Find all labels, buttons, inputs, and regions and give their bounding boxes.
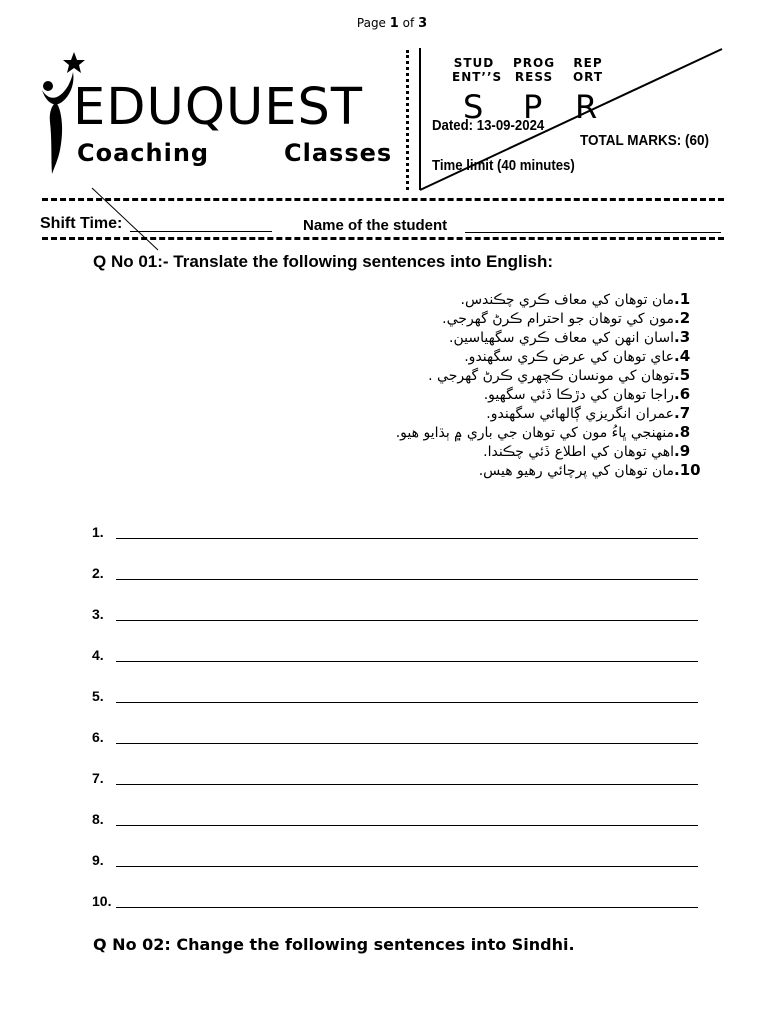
brand-name: EDUQUEST [73, 78, 364, 137]
shift-time-label: Shift Time: [40, 215, 123, 232]
sentence-item: .1مان توهان کي معاف ڪري چڪندس. [460, 290, 691, 308]
header-divider [406, 50, 411, 190]
shift-time-field[interactable] [130, 231, 272, 232]
header-report: REP ORT [572, 56, 604, 84]
dated-text: Dated: 13-09-2024 [432, 117, 545, 134]
question-2-title: Q No 02: Change the following sentences into Sindhi. [93, 935, 575, 954]
sentence-item: .9اهي توهان کي اطلاع ڏئي چڪندا. [483, 442, 691, 460]
total-marks: TOTAL MARKS: (60) [580, 132, 710, 149]
sentence-item: .10مان توهان کي پرچائي رهيو هيس. [478, 461, 701, 479]
letter-s: S [463, 88, 484, 126]
answer-line-8[interactable]: 8. [92, 811, 698, 831]
sentence-item: .4عاي توهان کي عرض ڪري سگهندو. [464, 347, 691, 365]
page-current: 1 [389, 16, 399, 31]
answer-line-4[interactable]: 4. [92, 647, 698, 667]
student-name-field[interactable] [465, 232, 721, 233]
sentence-item: .6راجا توهان کي دڙڪا ڏئي سگهيو. [483, 385, 691, 403]
answer-line-7[interactable]: 7. [92, 770, 698, 790]
time-limit: Time limit (40 minutes) [432, 157, 575, 174]
page-total: 3 [418, 16, 428, 31]
answer-line-3[interactable]: 3. [92, 606, 698, 626]
letter-p: P [523, 88, 543, 126]
sentence-item: .2مون کي توهان جو احترام ڪرڻ گهرجي. [442, 309, 691, 327]
question-1-title: Q No 01:- Translate the following sentences into English: [93, 252, 554, 271]
answer-line-1[interactable]: 1. [92, 524, 698, 544]
page-prefix: Page [356, 16, 386, 30]
header-student: STUD ENT’’S [452, 56, 503, 84]
answer-line-2[interactable]: 2. [92, 565, 698, 585]
brand-subtitle-classes: Classes [284, 139, 393, 167]
answer-line-10[interactable]: 10. [92, 893, 698, 913]
sentence-item: .3اسان انهن کي معاف ڪري سگهياسين. [449, 328, 691, 346]
brand-subtitle-coaching: Coaching [77, 139, 210, 167]
student-name-label: Name of the student [303, 217, 448, 234]
answer-line-9[interactable]: 9. [92, 852, 698, 872]
letter-r: R [575, 88, 598, 126]
sentence-item: .5توهان کي مونسان ڪچهري ڪرڻ گهرجي . [428, 366, 691, 384]
answer-line-5[interactable]: 5. [92, 688, 698, 708]
page-indicator [0, 16, 768, 31]
page-of: of [402, 16, 415, 30]
answer-line-6[interactable]: 6. [92, 729, 698, 749]
sentence-item: .8منهنجي ڀاءُ مون کي توهان جي باري ۾ ٻڌايو هيو. [395, 423, 691, 441]
header-progress: PROG RESS [512, 56, 556, 84]
sentence-item: .7عمران انگريزي ڳالهائي سگهندو. [486, 404, 691, 422]
